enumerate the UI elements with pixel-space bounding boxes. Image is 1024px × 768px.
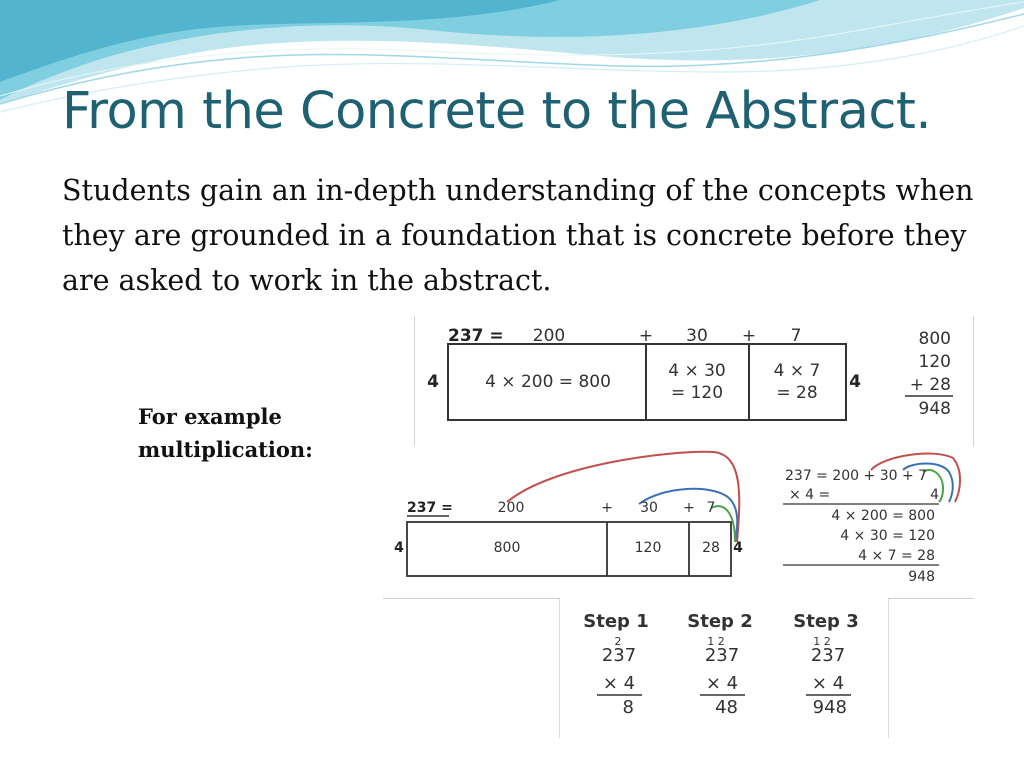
step-3 (793, 611, 858, 718)
partial-products-figure (383, 446, 974, 598)
fig2-total: 948 (908, 569, 935, 585)
fig1-sum-term-2: 120 (918, 352, 951, 372)
fig1-cell-2b: = 120 (670, 383, 724, 403)
fig2-line-4: 4 × 30 = 120 (840, 528, 935, 544)
arc-200 (507, 452, 739, 542)
step-3-number: 237 (810, 645, 846, 666)
fig2-factor-right: 4 (733, 540, 743, 556)
area-model-figure (414, 316, 974, 446)
fig2-line-3: 4 × 200 = 800 (831, 508, 935, 524)
fig2-plus-2: + (683, 500, 695, 516)
fig2-line-5: 4 × 7 = 28 (858, 548, 935, 564)
fig2-part-30: 30 (640, 500, 658, 516)
step-3-result: 948 (812, 697, 847, 718)
fig2-factor-left: 4 (394, 540, 404, 556)
fig1-cell-3b: = 28 (776, 383, 818, 403)
fig1-sum-term-1: 800 (918, 329, 951, 349)
fig2-part-200: 200 (497, 500, 525, 516)
slide-body-text: Students gain an in-depth understanding of the concepts when they are grounded in a foundation that is concrete before they are asked to work in the abstract. (62, 174, 974, 297)
step-1-multiplier: × 4 (602, 673, 636, 694)
fig1-cell-3a: 4 × 7 (773, 361, 821, 381)
fig2-cell-1: 800 (493, 540, 521, 556)
fig1-part-200: 200 (532, 326, 566, 346)
fig1-sum-term-3: + 28 (909, 375, 951, 395)
fig1-factor-left: 4 (427, 372, 439, 392)
fig2-part-7: 7 (706, 500, 716, 516)
step-1 (583, 611, 648, 718)
fig1-factor-right: 4 (849, 372, 861, 392)
fig1-total: 948 (918, 399, 951, 419)
step-1-result: 8 (622, 697, 634, 718)
example-label: For example multiplication: (138, 404, 313, 462)
fig2-line-2: × 4 = (789, 487, 831, 503)
fig2-line-2b: 4 (930, 487, 939, 503)
fig1-number: 237 = (448, 326, 504, 346)
step-2-multiplier: × 4 (705, 673, 739, 694)
fig1-plus-1: + (638, 326, 654, 346)
fig2-cell-3: 28 (702, 540, 720, 556)
standard-algorithm-figure (559, 598, 889, 738)
step-3-multiplier: × 4 (811, 673, 845, 694)
step-2-label: Step 2 (687, 611, 753, 632)
fig1-plus-2: + (741, 326, 757, 346)
step-2-number: 237 (704, 645, 740, 666)
fig1-cell-2a: 4 × 30 (668, 361, 726, 381)
fig1-part-30: 30 (686, 326, 708, 346)
step-1-carry: 2 (614, 635, 622, 648)
fig2-plus-1: + (601, 500, 613, 516)
fig2-area-rectangle (407, 522, 731, 576)
step-3-label: Step 3 (793, 611, 859, 632)
slide-title: From the Concrete to the Abstract. (62, 82, 932, 141)
fig1-cell-1: 4 × 200 = 800 (485, 372, 611, 392)
fig2-cell-2: 120 (634, 540, 662, 556)
fig2-line-1: 237 = 200 + 30 + 7 (785, 468, 928, 484)
step-2-carry: 1 2 (707, 635, 725, 648)
step-3-carry: 1 2 (813, 635, 831, 648)
step-1-label: Step 1 (583, 611, 649, 632)
step-1-number: 237 (601, 645, 637, 666)
step-2-result: 48 (715, 697, 738, 718)
fig2-number: 237 = (407, 500, 453, 516)
fig1-part-7: 7 (790, 326, 802, 346)
step-2 (687, 611, 752, 718)
